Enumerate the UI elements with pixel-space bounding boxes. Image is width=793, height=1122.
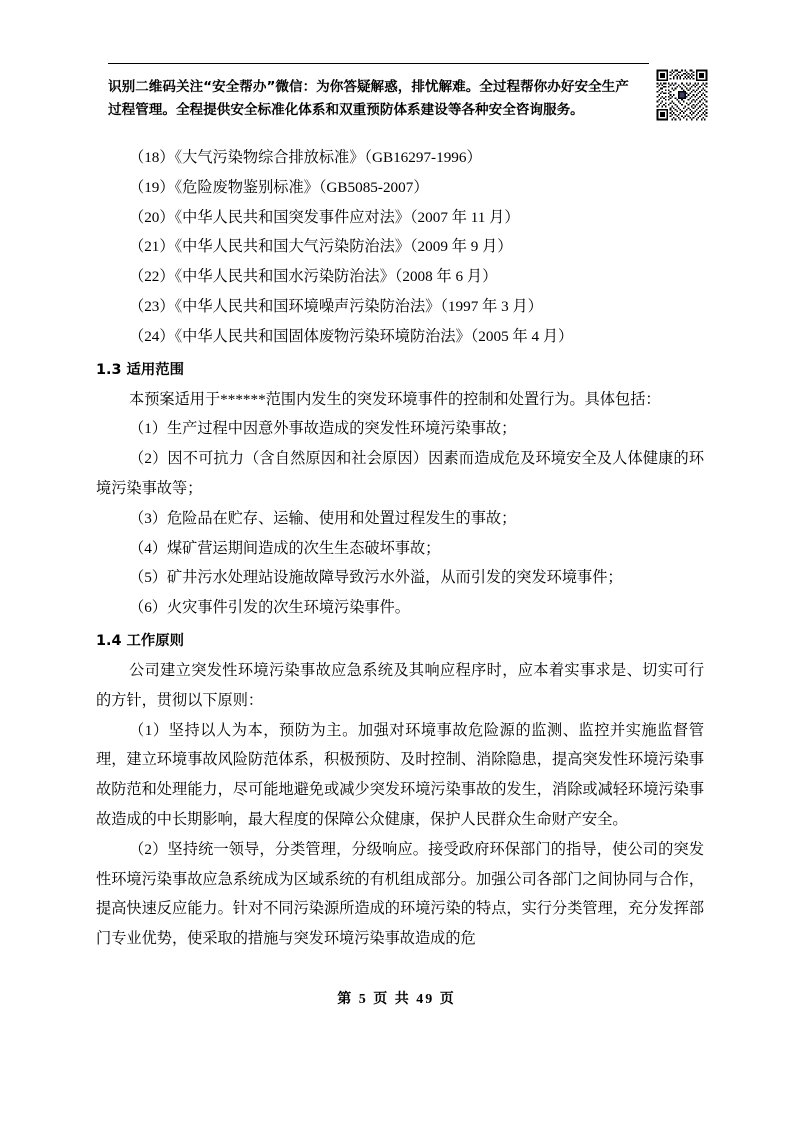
qr-code-icon — [655, 62, 709, 128]
page-footer: 第 5 页 共 49 页 — [337, 992, 456, 1007]
scope-item: （4）煤矿营运期间造成的次生生态破坏事故； — [129, 539, 441, 557]
scope-item: （6）火灾事件引发的次生环境污染事件。 — [129, 599, 410, 617]
document-body — [96, 143, 704, 954]
section-1-4-intro: 公司建立突发性环境污染事故应急系统及其响应程序时，应本着实事求是、切实可行的方针，贯彻以下原则： — [96, 661, 704, 709]
section-heading-1-3: 1.3 适用范围 — [96, 361, 185, 378]
regulation-item: （23）《中华人民共和国环境噪声污染防治法》（1997 年 3 月） — [129, 297, 543, 315]
regulation-item: （20）《中华人民共和国突发事件应对法》（2007 年 11 月） — [129, 208, 520, 226]
regulation-item: （22）《中华人民共和国水污染防治法》（2008 年 6 月） — [129, 268, 498, 286]
section-heading-1-4: 1.4 工作原则 — [96, 632, 185, 649]
header-promo-line-2: 过程管理。全程提供安全标准化体系和双重预防体系建设等各种安全咨询服务。 — [108, 102, 584, 118]
regulation-item: （21）《中华人民共和国大气污染防治法》（2009 年 9 月） — [129, 238, 513, 256]
header-promo-text — [108, 76, 648, 122]
header-promo-line-1: 识别二维码关注“安全帮办”微信：为你答疑解惑，排忧解难。全过程帮你办好安全生产 — [108, 79, 629, 95]
regulation-item: （18）《大气污染物综合排放标准》（GB16297-1996） — [129, 149, 482, 166]
scope-item: （1）生产过程中因意外事故造成的突发性环境污染事故； — [129, 420, 517, 438]
qr-code-svg — [655, 62, 709, 128]
scope-item: （5）矿井污水处理站设施故障导致污水外溢，从而引发的突发环境事件； — [129, 569, 623, 587]
scope-item: （3）危险品在贮存、运输、使用和处置过程发生的事故； — [129, 509, 517, 527]
section-1-3-intro: 本预案适用于******范围内发生的突发环境事件的控制和处置行为。具体包括： — [129, 390, 661, 408]
regulation-item: （24）《中华人民共和国固体废物污染环境防治法》（2005 年 4 月） — [129, 327, 574, 345]
header-divider-rule — [108, 63, 649, 64]
principle-item: （1）坚持以人为本，预防为主。加强对环境事故危险源的监测、监控并实施监督管理，建立环境事故风险防范体系，积极预防、及时控制、消除隐患，提高突发性环境污染事故防范和处理能力，尽可能地避免或减少突发环境污染事故的发生，消除或减轻环境污染事故造成的中长期影响，最大程度的保障公众健康，保护人民群众生命财产安全。 — [96, 721, 704, 828]
scope-item: （2）因不可抗力（含自然原因和社会原因）因素而造成危及环境安全及人体健康的环境污染事故等； — [96, 450, 704, 497]
regulation-item: （19）《危险废物鉴别标准》（GB5085-2007） — [129, 178, 429, 196]
principle-item: （2）坚持统一领导，分类管理，分级响应。接受政府环保部门的指导，使公司的突发性环境污染事故应急系统成为区域系统的有机组成部分。加强公司各部门之间协同与合作，提高快速反应能力。针对不同污染源所造成的环境污染的特点，实行分类管理，充分发挥部门专业优势，使采取的措施与突发环境污染事故造成的危 — [96, 840, 704, 948]
